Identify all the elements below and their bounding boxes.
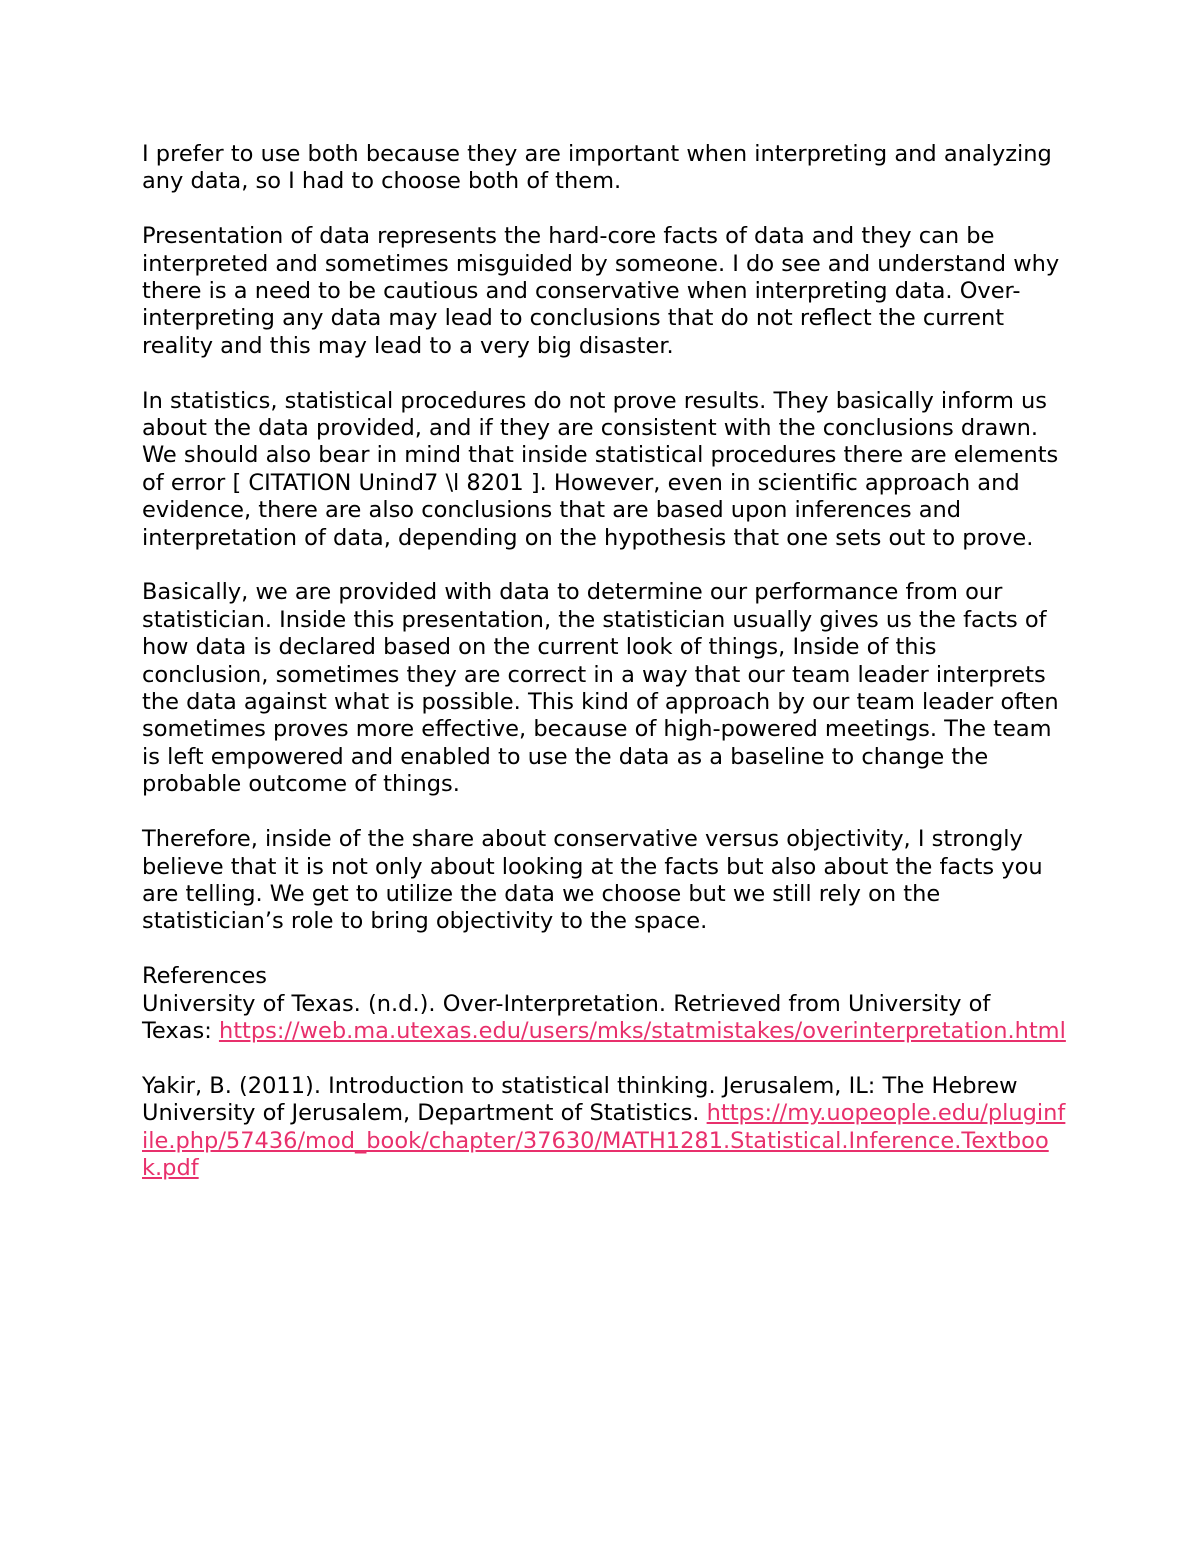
reference-entry-texas bbox=[142, 991, 1067, 1046]
reference-link[interactable]: https://my.uopeople.edu/pluginfile.php/57436/mod_book/chapter/37630/MATH1281.Statistical.Inference.Textbook.pdf bbox=[142, 1100, 1066, 1181]
paragraph-conclusion: Therefore, inside of the share about conservative versus objectivity, I strongly believe that it is not only about looking at the facts but also about the facts you are telling. We get to utilize the data we choose but we still rely on the statistician’s role to bring objectivity to the space. bbox=[142, 826, 1043, 935]
references-heading: References bbox=[142, 963, 268, 990]
document-body bbox=[142, 141, 1067, 1210]
paragraph-basically: Basically, we are provided with data to determine our performance from our statistician. Inside this presentation, the statistician usually gives us the facts of how data is declared based on the current look of things, Inside of this conclusion, sometimes they are correct in a way that our team leader interprets the data against what is possible. This kind of approach by our team leader often sometimes proves more effective, because of high-powered meetings. The team is left empowered and enabled to use the data as a baseline to change the probable outcome of things. bbox=[142, 579, 1059, 798]
reference-entry-yakir bbox=[142, 1073, 1067, 1183]
paragraph-intro: I prefer to use both because they are important when interpreting and analyzing any data, so I had to choose both of them. bbox=[142, 141, 1052, 195]
reference-text: Yakir, B. (2011). Introduction to statistical thinking. Jerusalem, IL: The Hebrew University of Jerusalem, Department of Statistics. bbox=[142, 1072, 1018, 1127]
reference-link[interactable]: https://web.ma.utexas.edu/users/mks/statmistakes/overinterpretation.html bbox=[218, 1017, 1066, 1044]
paragraph-statistics: In statistics, statistical procedures do not prove results. They basically inform us about the data provided, and if they are consistent with the conclusions drawn. We should also bear in mind that inside statistical procedures there are elements of error [ CITATION Unind7 \l 8201 ]. However, even in scientific approach and evidence, there are also conclusions that are based upon inferences and interpretation of data, depending on the hypothesis that one sets out to prove. bbox=[142, 387, 1059, 551]
reference-text: University of Texas. (n.d.). Over-Interpretation. Retrieved from University of Texas: bbox=[142, 990, 991, 1044]
paragraph-presentation: Presentation of data represents the hard-core facts of data and they can be interpreted and sometimes misguided by someone. I do see and understand why there is a need to be cautious and conservative when interpreting data. Over-interpreting any data may lead to conclusions that do not reflect the current reality and this may lead to a very big disaster. bbox=[142, 223, 1060, 359]
